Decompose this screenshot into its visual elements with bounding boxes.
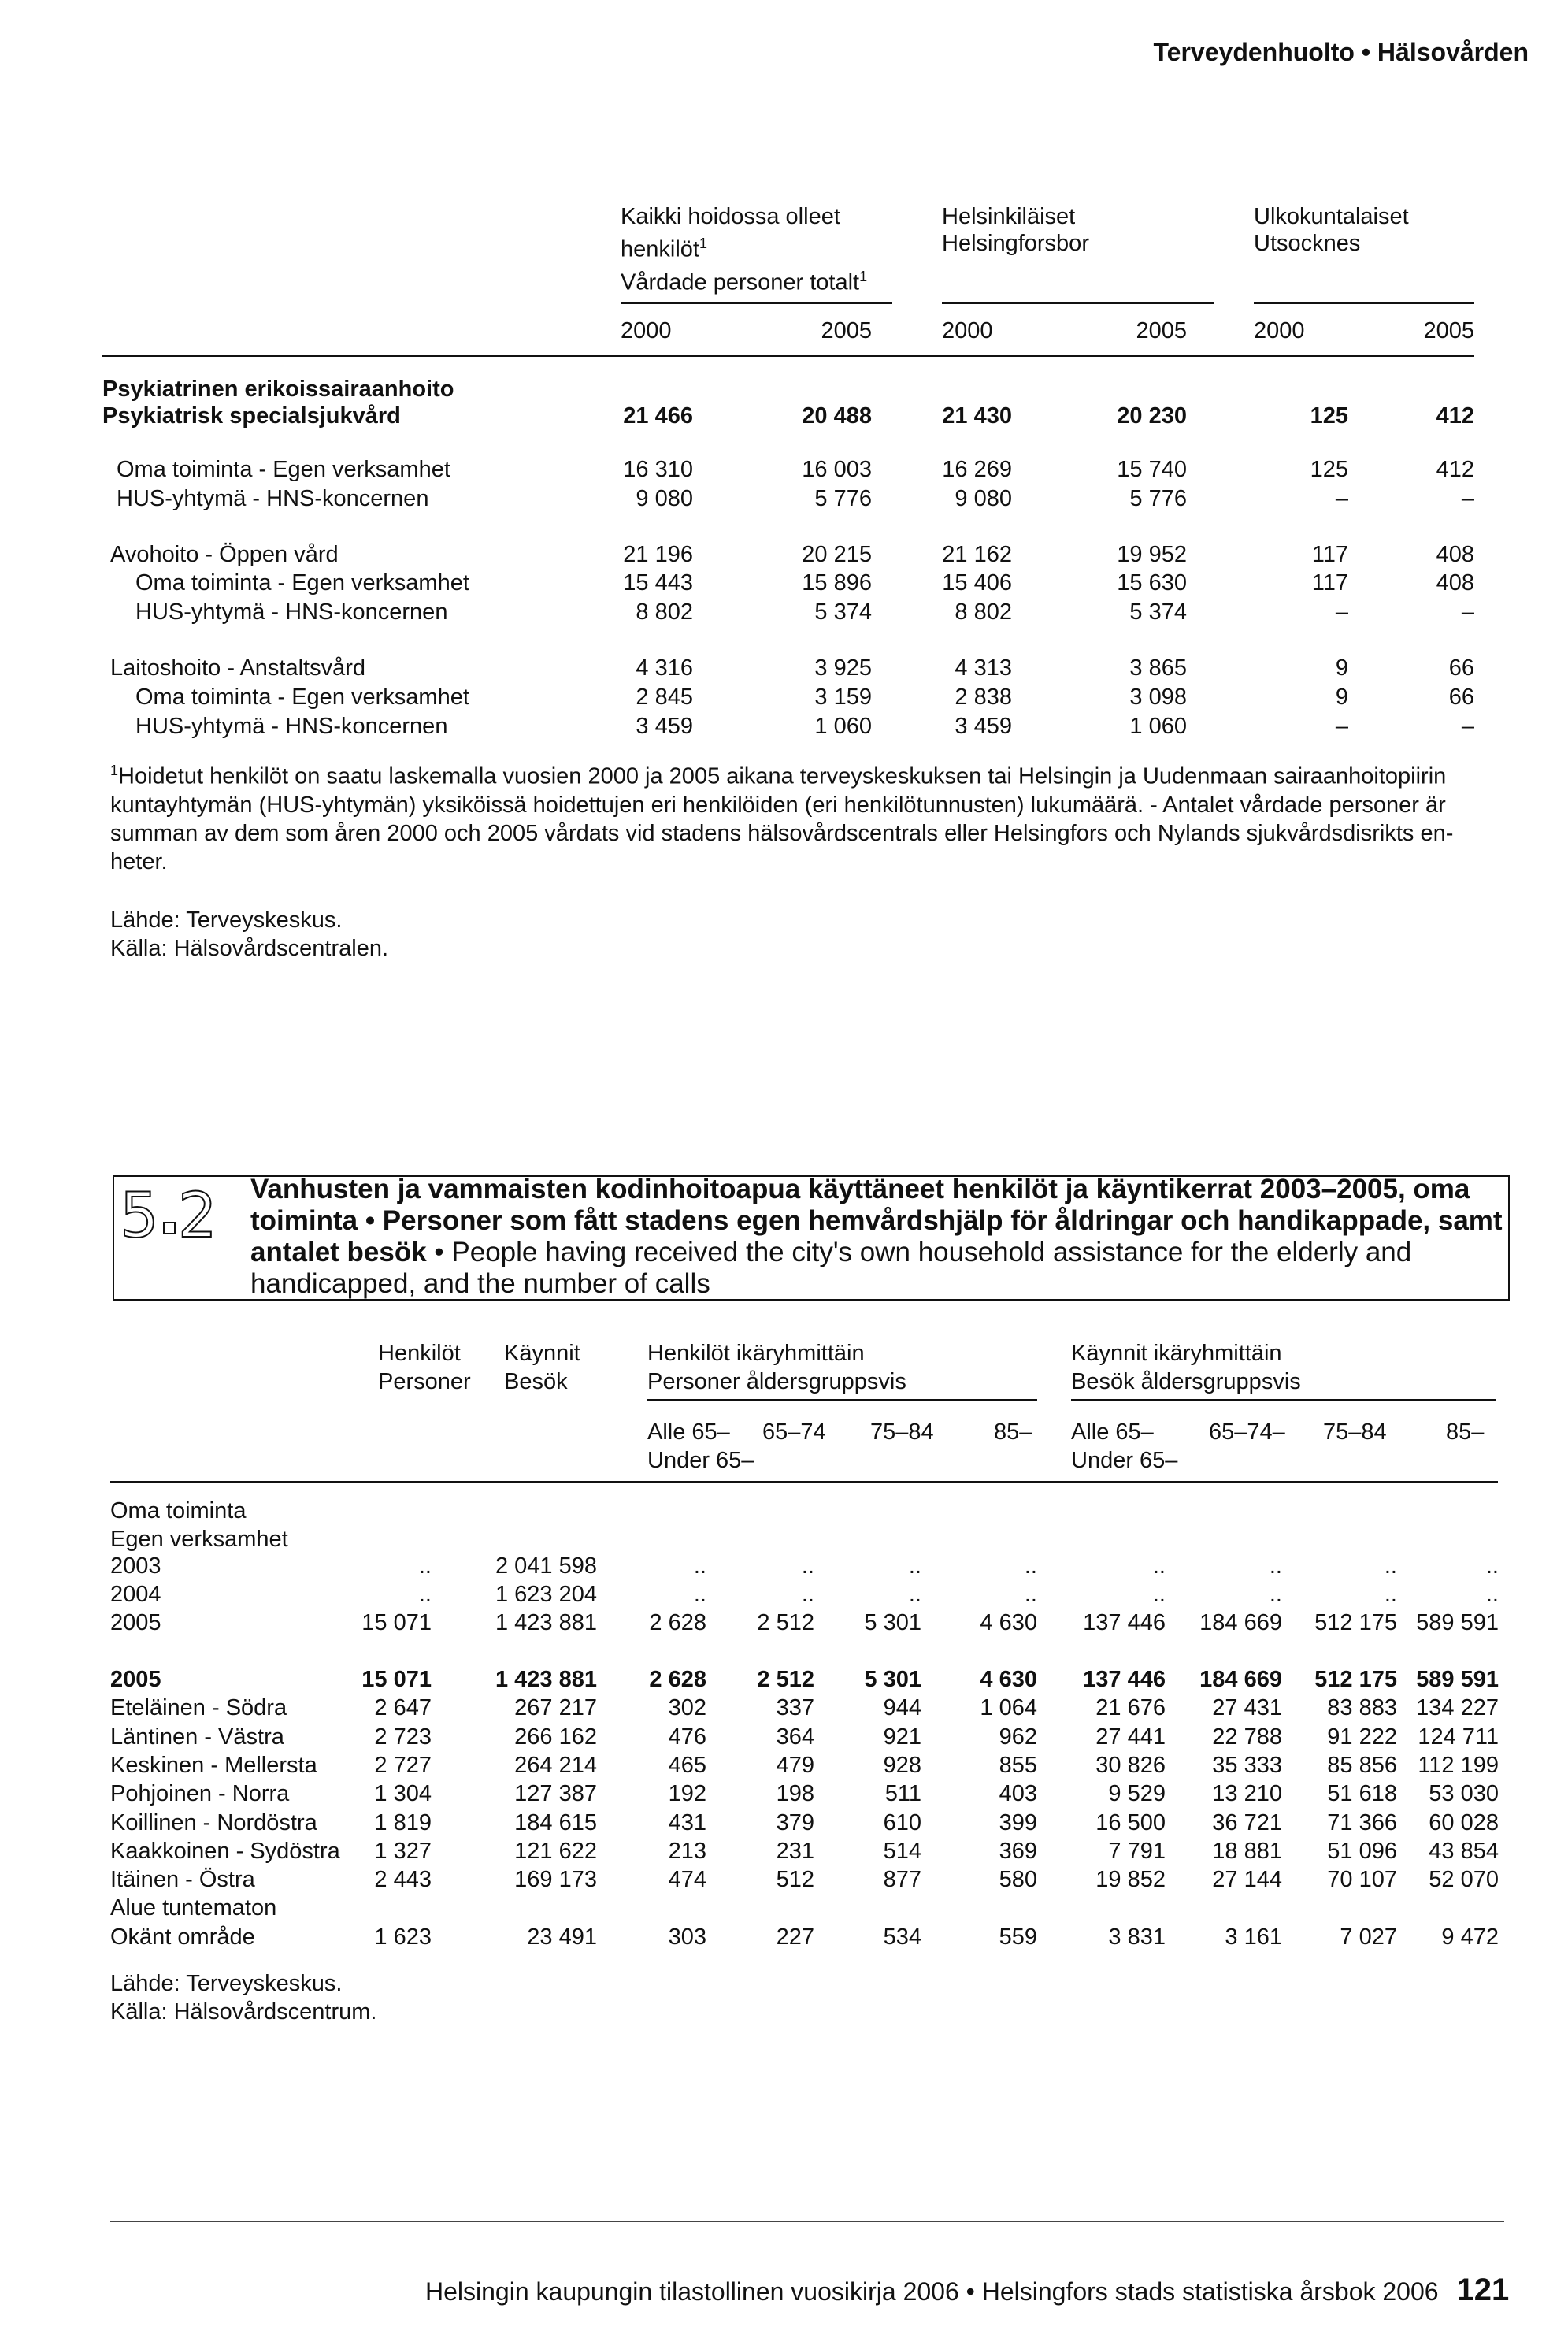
table-cell: 5 776 [1129, 486, 1187, 511]
table-cell: 2 727 [374, 1753, 432, 1778]
age-group-line1: Alle 65– [1071, 1420, 1154, 1445]
table-cell: 124 711 [1418, 1724, 1499, 1750]
row-label: Eteläinen - Södra [110, 1695, 287, 1720]
table-cell: 2 845 [636, 685, 693, 710]
table2-title-bold: Vanhusten ja vammaisten kodinhoitoapua käyttäneet henkilöt ja käyntikerrat 2003–2005, oma toiminta • Personer som fått stadens egen hemvårdshjälp för åldringar och handikappade, samt antalet besök [250, 1174, 1503, 1267]
group-header-all-line2: henkilöt$^1$ [621, 236, 707, 262]
table-cell: 15 071 [361, 1667, 432, 1692]
table-cell: 3 161 [1225, 1924, 1282, 1950]
row-label: Oma toiminta - Egen verksamhet [135, 685, 469, 710]
page-footer [425, 2273, 1509, 2308]
table-cell: 511 [884, 1781, 921, 1806]
table-cell: – [1335, 599, 1348, 625]
year-col-4: 2005 [1136, 318, 1187, 343]
col-header-persons-age-sv: Personer åldersgruppsvis [647, 1369, 906, 1394]
table-cell: 36 721 [1212, 1810, 1282, 1835]
table-cell: 60 028 [1429, 1810, 1499, 1835]
section-label-sv: Egen verksamhet [110, 1527, 288, 1552]
table-cell: 479 [776, 1753, 814, 1778]
table-cell: 1 423 881 [495, 1667, 597, 1692]
row-label: Alue tuntematon [110, 1895, 277, 1921]
table-cell: 1 423 881 [495, 1610, 597, 1635]
table-cell: 559 [999, 1924, 1037, 1950]
col-header-calls-age-fi: Käynnit ikäryhmittäin [1071, 1341, 1282, 1366]
table-cell: 580 [999, 1867, 1037, 1892]
rule-group-all [621, 302, 892, 304]
table-cell: 53 030 [1429, 1781, 1499, 1806]
col-header-calls-fi: Käynnit [504, 1341, 580, 1366]
age-group-line1: 85– [1446, 1420, 1485, 1445]
table-cell: 412 [1436, 403, 1474, 429]
table-cell: 66 [1448, 685, 1474, 710]
age-group-line2: Under 65– [647, 1448, 754, 1473]
row-label: Läntinen - Västra [110, 1724, 284, 1750]
table-cell: 5 776 [814, 486, 872, 511]
table-cell: 13 210 [1212, 1781, 1282, 1806]
table-cell: 5 374 [1129, 599, 1187, 625]
table-cell: 2 041 598 [495, 1553, 597, 1579]
table-cell: .. [1152, 1553, 1166, 1579]
table-cell: 35 333 [1212, 1753, 1282, 1778]
table-cell: 589 591 [1416, 1610, 1499, 1635]
table-cell: 408 [1436, 570, 1474, 596]
table-cell: 3 159 [814, 685, 872, 710]
table-cell: 855 [999, 1753, 1037, 1778]
group-header-helsinki-line1: Helsinkiläiset [942, 204, 1076, 229]
table-number-5-2-icon [118, 1180, 236, 1251]
table-cell: 399 [999, 1810, 1037, 1835]
row-label: 2005 [110, 1667, 161, 1692]
table-cell: 1 623 [374, 1924, 432, 1950]
table-cell: 21 162 [942, 542, 1012, 567]
table-cell: 27 431 [1212, 1695, 1282, 1720]
table-cell: 27 144 [1212, 1867, 1282, 1892]
row-label: Pohjoinen - Norra [110, 1781, 290, 1806]
table-cell: 412 [1436, 457, 1474, 482]
col-header-persons-sv: Personer [378, 1369, 471, 1394]
table-cell: .. [693, 1582, 706, 1607]
age-group-line1: Alle 65– [647, 1420, 730, 1445]
table-cell: 921 [883, 1724, 921, 1750]
table-cell: 4 313 [955, 655, 1012, 681]
table-cell: 184 669 [1199, 1610, 1282, 1635]
table-cell: .. [1024, 1553, 1037, 1579]
table-cell: 83 883 [1327, 1695, 1397, 1720]
table-cell: 2 628 [649, 1667, 706, 1692]
table-cell: 169 173 [514, 1867, 597, 1892]
table-cell: .. [1384, 1553, 1397, 1579]
table-cell: .. [693, 1553, 706, 1579]
table-cell: 2 838 [955, 685, 1012, 710]
table-cell: 3 925 [814, 655, 872, 681]
table-cell: – [1461, 599, 1474, 625]
table-cell: 125 [1310, 457, 1348, 482]
age-group-line1: 65–74 [762, 1420, 826, 1445]
table-cell: 117 [1311, 542, 1348, 567]
page-number: 121 [1456, 2273, 1510, 2307]
running-header: Terveydenhuolto • Hälsovården [1153, 38, 1529, 66]
col-header-calls [504, 1339, 580, 1396]
table-cell: 9 [1335, 655, 1348, 681]
row-label: HUS-yhtymä - HNS-koncernen [117, 486, 429, 511]
age-group-line2: Under 65– [1071, 1448, 1178, 1473]
table-cell: 91 222 [1327, 1724, 1397, 1750]
age-group-calls [1209, 1418, 1285, 1446]
table-cell: 134 227 [1416, 1695, 1499, 1720]
table-cell: 3 098 [1129, 685, 1187, 710]
table-cell: 9 472 [1441, 1924, 1499, 1950]
table-cell: 264 214 [514, 1753, 597, 1778]
age-group-persons [870, 1418, 934, 1446]
table-cell: 1 304 [374, 1781, 432, 1806]
table-cell: 476 [668, 1724, 706, 1750]
group-header-all-line1: Kaikki hoidossa olleet [621, 204, 840, 229]
table1-source-fi: Lähde: Terveyskeskus. [110, 907, 343, 933]
table-cell: 1 327 [374, 1839, 432, 1864]
table-cell: 198 [776, 1781, 814, 1806]
row-label: Itäinen - Östra [110, 1867, 255, 1892]
row-label: Keskinen - Mellersta [110, 1753, 317, 1778]
table-cell: 403 [999, 1781, 1037, 1806]
table-cell: .. [801, 1553, 814, 1579]
table-cell: 117 [1311, 570, 1348, 596]
col-header-persons [378, 1339, 471, 1396]
age-group-line1: 75–84 [1323, 1420, 1387, 1445]
age-group-calls [1071, 1418, 1177, 1475]
svg-text:5: 5 [120, 1181, 159, 1251]
table-cell: 20 215 [802, 542, 872, 567]
table-cell: .. [1485, 1582, 1499, 1607]
row-label: Psykiatrisk specialsjukvård [102, 403, 401, 429]
table2-source-fi: Lähde: Terveyskeskus. [110, 1971, 343, 1996]
table-cell: 3 865 [1129, 655, 1187, 681]
table-cell: 125 [1310, 403, 1348, 429]
table-cell: 408 [1436, 542, 1474, 567]
table1-footnote: $^1$Hoidetut henkilöt on saatu laskemalla vuosien 2000 ja 2005 aikana terveyskeskuksen tai Helsingin ja Uudenmaan sairaanhoitopiirin kuntayhtymän (HUS-yhtymän) yksiköissä hoidettujen eri henkilöiden (eri henkilötunnusten) lukumäärä. - Antalet vårdade personer är summan av dem som åren 2000 och 2005 vårdats vid stadens hälsovårdscentrals eller Helsingfors och Nylands sjukvårdsdisrikts en- heter. [110, 763, 1454, 874]
age-group-persons [647, 1418, 754, 1475]
row-label: Kaakkoinen - Sydöstra [110, 1839, 340, 1864]
table-cell: 1 819 [374, 1810, 432, 1835]
table-cell: 8 802 [955, 599, 1012, 625]
table-cell: 52 070 [1429, 1867, 1499, 1892]
table-cell: 3 459 [955, 714, 1012, 739]
row-label: Oma toiminta - Egen verksamhet [135, 570, 469, 596]
row-label: Oma toiminta - Egen verksamhet [117, 457, 450, 482]
table-cell: 43 854 [1429, 1839, 1499, 1864]
table-cell: 1 064 [980, 1695, 1037, 1720]
table-cell: 512 [776, 1867, 814, 1892]
table-cell: 184 669 [1199, 1667, 1282, 1692]
table-cell: – [1461, 714, 1474, 739]
rule-persons-age [647, 1399, 1037, 1401]
table2-title-normal: • People having received the city's own household assistance for the elderly and handicapped, and the number of calls [250, 1237, 1412, 1299]
table-cell: 2 512 [757, 1667, 814, 1692]
table-cell: 7 027 [1340, 1924, 1397, 1950]
table-cell: 21 430 [942, 403, 1012, 429]
year-col-3: 2000 [942, 318, 993, 343]
table-cell: 19 852 [1095, 1867, 1166, 1892]
table-cell: 5 301 [864, 1610, 921, 1635]
table1-source-sv: Källa: Hälsovårdscentralen. [110, 936, 389, 961]
group-header-helsinki [942, 203, 1089, 257]
table-cell: 70 107 [1327, 1867, 1397, 1892]
table-cell: 71 366 [1327, 1810, 1397, 1835]
group-header-all [621, 203, 867, 295]
table-cell: 51 096 [1327, 1839, 1397, 1864]
table-cell: 928 [883, 1753, 921, 1778]
age-group-line1: 85– [994, 1420, 1032, 1445]
row-label: HUS-yhtymä - HNS-koncernen [135, 599, 448, 625]
table-cell: 431 [668, 1810, 706, 1835]
col-header-persons-age-fi: Henkilöt ikäryhmittäin [647, 1341, 865, 1366]
row-label: 2003 [110, 1553, 161, 1579]
table-cell: 465 [668, 1753, 706, 1778]
table-cell: .. [1024, 1582, 1037, 1607]
table-cell: 1 060 [1129, 714, 1187, 739]
table-cell: 512 175 [1314, 1667, 1397, 1692]
table-cell: 15 740 [1117, 457, 1187, 482]
rule-group-outside [1254, 302, 1474, 304]
age-group-calls [1323, 1418, 1387, 1446]
table-cell: 20 230 [1117, 403, 1187, 429]
table-cell: 21 196 [623, 542, 693, 567]
table-cell: 302 [668, 1695, 706, 1720]
row-label: Okänt område [110, 1924, 255, 1950]
row-label: 2004 [110, 1582, 161, 1607]
table-cell: 16 269 [942, 457, 1012, 482]
table-cell: 267 217 [514, 1695, 597, 1720]
table-cell: 303 [668, 1924, 706, 1950]
table-cell: .. [1269, 1553, 1282, 1579]
table-cell: 16 310 [623, 457, 693, 482]
table-cell: 2 723 [374, 1724, 432, 1750]
table-cell: 962 [999, 1724, 1037, 1750]
table-cell: 8 802 [636, 599, 693, 625]
table-cell: 51 618 [1327, 1781, 1397, 1806]
table-cell: 9 [1335, 685, 1348, 710]
table-cell: 19 952 [1117, 542, 1187, 567]
year-col-5: 2000 [1254, 318, 1305, 343]
table2-header-bottom-rule [110, 1481, 1498, 1483]
section-label [110, 1497, 288, 1553]
table-cell: 21 676 [1095, 1695, 1166, 1720]
table-cell: 184 615 [514, 1810, 597, 1835]
rule-calls-age [1071, 1399, 1496, 1401]
svg-text:2: 2 [178, 1181, 217, 1251]
col-header-calls-sv: Besök [504, 1369, 568, 1394]
table-cell: 231 [776, 1839, 814, 1864]
table-cell: 30 826 [1095, 1753, 1166, 1778]
table-cell: 7 791 [1108, 1839, 1166, 1864]
table-cell: 9 080 [955, 486, 1012, 511]
table-cell: 9 529 [1108, 1781, 1166, 1806]
table2-title [250, 1174, 1511, 1300]
footer-rule [110, 2221, 1504, 2222]
table-cell: 137 446 [1083, 1667, 1166, 1692]
footer-text: Helsingin kaupungin tilastollinen vuosikirja 2006 • Helsingfors stads statistiska årsbok 2006 [425, 2277, 1439, 2306]
table-cell: 213 [668, 1839, 706, 1864]
age-group-line1: 75–84 [870, 1420, 934, 1445]
table-cell: 369 [999, 1839, 1037, 1864]
table-cell: 15 071 [361, 1610, 432, 1635]
table-cell: 2 443 [374, 1867, 432, 1892]
table-cell: 5 301 [864, 1667, 921, 1692]
table-cell: 23 491 [527, 1924, 597, 1950]
row-label: Koillinen - Nordöstra [110, 1810, 317, 1835]
table-cell: 22 788 [1212, 1724, 1282, 1750]
table-cell: 1 623 204 [495, 1582, 597, 1607]
table-cell: 3 831 [1108, 1924, 1166, 1950]
table-cell: 266 162 [514, 1724, 597, 1750]
table-cell: 227 [776, 1924, 814, 1950]
table-cell: 5 374 [814, 599, 872, 625]
table-cell: .. [1485, 1553, 1499, 1579]
table-cell: 2 647 [374, 1695, 432, 1720]
table-cell: 512 175 [1314, 1610, 1397, 1635]
table-cell: 534 [883, 1924, 921, 1950]
table2-source-sv: Källa: Hälsovårdscentrum. [110, 1999, 377, 2025]
table-cell: 877 [883, 1867, 921, 1892]
age-group-persons [762, 1418, 826, 1446]
section-label-fi: Oma toiminta [110, 1498, 247, 1523]
table-cell: 4 630 [980, 1667, 1037, 1692]
table-cell: 4 630 [980, 1610, 1037, 1635]
row-label: Laitoshoito - Anstaltsvård [110, 655, 366, 681]
group-header-outside-line1: Ulkokuntalaiset [1254, 204, 1409, 229]
col-header-calls-age [1071, 1339, 1301, 1396]
table-cell: 15 443 [623, 570, 693, 596]
table-cell: 337 [776, 1695, 814, 1720]
table-cell: 15 406 [942, 570, 1012, 596]
table-cell: 589 591 [1416, 1667, 1499, 1692]
group-header-helsinki-line2: Helsingforsbor [942, 231, 1089, 256]
table-cell: 15 896 [802, 570, 872, 596]
rule-group-helsinki [942, 302, 1214, 304]
table-cell: 66 [1448, 655, 1474, 681]
header-bottom-rule [102, 355, 1474, 357]
table-cell: 474 [668, 1867, 706, 1892]
table-cell: 610 [883, 1810, 921, 1835]
table-cell: .. [418, 1553, 432, 1579]
table-cell: – [1335, 486, 1348, 511]
row-label: HUS-yhtymä - HNS-koncernen [135, 714, 448, 739]
year-col-2: 2005 [821, 318, 872, 343]
table-cell: 85 856 [1327, 1753, 1397, 1778]
group-header-outside [1254, 203, 1409, 257]
table-cell: 16 500 [1095, 1810, 1166, 1835]
table-cell: 137 446 [1083, 1610, 1166, 1635]
table-cell: 192 [668, 1781, 706, 1806]
row-label: 2005 [110, 1610, 161, 1635]
age-group-line1: 65–74– [1209, 1420, 1285, 1445]
table-cell: .. [908, 1582, 921, 1607]
table-cell: 944 [883, 1695, 921, 1720]
col-header-persons-age [647, 1339, 906, 1396]
table-cell: – [1461, 486, 1474, 511]
table-cell: 121 622 [514, 1839, 597, 1864]
table-cell: .. [1384, 1582, 1397, 1607]
table-cell: .. [801, 1582, 814, 1607]
group-header-outside-line2: Utsocknes [1254, 231, 1361, 256]
table-cell: .. [1269, 1582, 1282, 1607]
table-cell: .. [1152, 1582, 1166, 1607]
table-cell: 127 387 [514, 1781, 597, 1806]
table-cell: 3 459 [636, 714, 693, 739]
table-cell: 9 080 [636, 486, 693, 511]
table-cell: 364 [776, 1724, 814, 1750]
table-cell: 112 199 [1418, 1753, 1499, 1778]
table-cell: 16 003 [802, 457, 872, 482]
group-header-all-line3: Vårdade personer totalt$^1$ [621, 268, 868, 295]
table-cell: – [1335, 714, 1348, 739]
year-col-1: 2000 [621, 318, 672, 343]
table-cell: 4 316 [636, 655, 693, 681]
age-group-calls [1446, 1418, 1484, 1446]
year-col-6: 2005 [1423, 318, 1474, 343]
table-cell: 20 488 [802, 403, 872, 429]
row-label: Psykiatrinen erikoissairaanhoito [102, 377, 454, 402]
table-cell: 15 630 [1117, 570, 1187, 596]
table-cell: 21 466 [623, 403, 693, 429]
table-cell: 2 628 [649, 1610, 706, 1635]
table-cell: 2 512 [757, 1610, 814, 1635]
table-cell: 379 [776, 1810, 814, 1835]
table-cell: 1 060 [814, 714, 872, 739]
table-cell: .. [908, 1553, 921, 1579]
age-group-persons [994, 1418, 1032, 1446]
table-cell: 27 441 [1095, 1724, 1166, 1750]
col-header-persons-fi: Henkilöt [378, 1341, 461, 1366]
col-header-calls-age-sv: Besök åldersgruppsvis [1071, 1369, 1301, 1394]
table-cell: 514 [883, 1839, 921, 1864]
table-cell: 18 881 [1212, 1839, 1282, 1864]
row-label: Avohoito - Öppen vård [110, 542, 339, 567]
table-cell: .. [418, 1582, 432, 1607]
